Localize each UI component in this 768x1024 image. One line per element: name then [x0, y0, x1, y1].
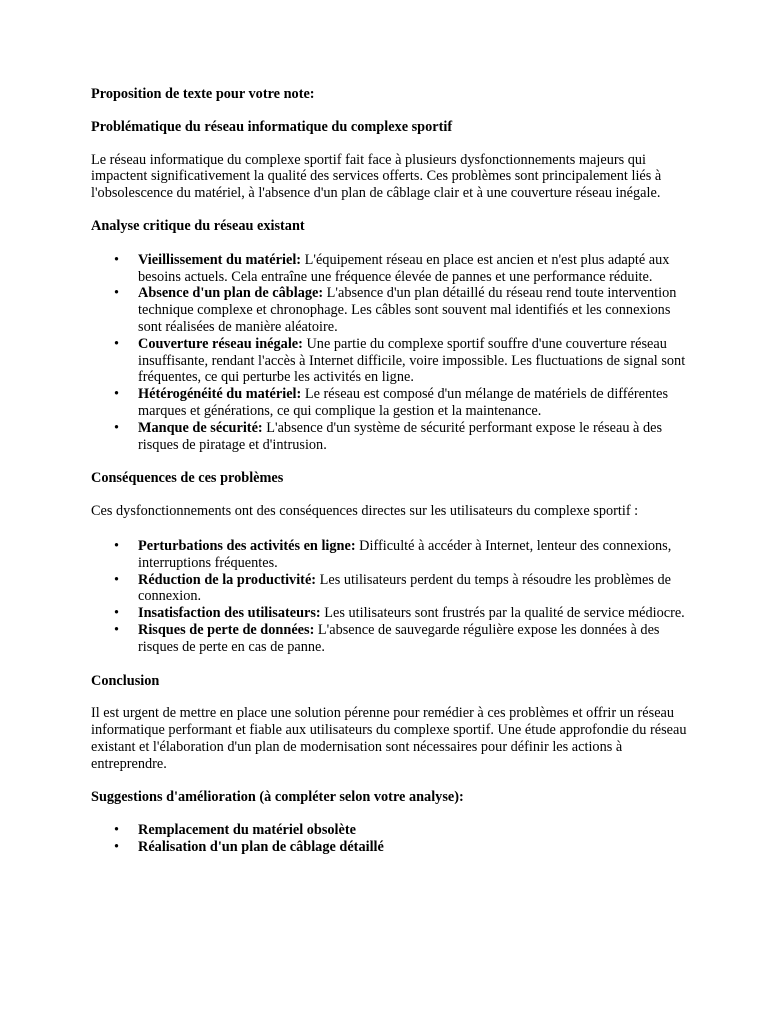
conclusion-heading: Conclusion: [91, 672, 160, 689]
suggestions-list: [91, 822, 688, 856]
list-item-text: Difficulté à accéder à Internet, lenteur des connexions, interruptions fréquentes.: [138, 537, 672, 571]
list-item-lead: Risques de perte de données:: [138, 621, 315, 638]
list-item: [91, 622, 688, 656]
list-item-text: L'absence d'un plan détaillé du réseau rend toute intervention technique complexe et chronophage. Les câbles sont souvent mal identifiés et les connexions sont réalisées de manière aléatoire.: [138, 285, 677, 335]
list-item-lead: Perturbations des activités en ligne:: [138, 537, 356, 554]
list-item-lead: Manque de sécurité:: [138, 419, 263, 436]
consequences-list: [91, 538, 688, 656]
consequences-heading: Conséquences de ces problèmes: [91, 470, 284, 487]
list-item: [91, 538, 688, 572]
list-item-text: Les utilisateurs perdent du temps à résoudre les problèmes de connexion.: [138, 571, 671, 605]
suggestions-heading: Suggestions d'amélioration (à compléter selon votre analyse):: [91, 788, 464, 805]
intro-heading: Proposition de texte pour votre note:: [91, 86, 315, 102]
list-item-text: L'absence de sauvegarde régulière expose les données à des risques de perte en cas de panne.: [138, 621, 660, 655]
list-item: [91, 420, 688, 454]
list-item: [91, 252, 688, 286]
list-item: [91, 336, 688, 386]
intro-paragraph: Le réseau informatique du complexe sportif fait face à plusieurs dysfonctionnements majeurs qui impactent significativement la qualité des services offerts. Ces problèmes sont principalement liés à l'obsolescence du matériel, à l'absence d'un plan de câblage clair et à une couverture réseau inégale.: [91, 151, 662, 202]
document-title: Problématique du réseau informatique du complexe sportif: [91, 118, 453, 135]
list-item-lead: Absence d'un plan de câblage:: [138, 285, 324, 302]
list-item-text: Les utilisateurs sont frustrés par la qualité de service médiocre.: [320, 605, 685, 622]
consequences-paragraph: Ces dysfonctionnements ont des conséquences directes sur les utilisateurs du complexe sportif :: [91, 503, 639, 520]
list-item: [91, 822, 688, 839]
list-item-text: L'équipement réseau en place est ancien et n'est plus adapté aux besoins actuels. Cela entraîne une fréquence élevée de pannes et une performance réduite.: [138, 251, 670, 285]
list-item-lead: Vieillissement du matériel:: [138, 251, 302, 268]
analysis-list: [91, 252, 688, 454]
list-item-text: Le réseau est composé d'un mélange de matériels de différentes marques et générations, ce qui complique la gestion et la maintenance.: [138, 386, 669, 419]
list-item-lead: Remplacement du matériel obsolète: [138, 822, 356, 839]
list-item-lead: Couverture réseau inégale:: [138, 335, 303, 352]
list-item-lead: Réduction de la productivité:: [138, 571, 317, 588]
list-item-lead: Hétérogénéité du matériel:: [138, 386, 302, 403]
list-item: [91, 839, 688, 856]
list-item: [91, 572, 688, 606]
analysis-heading: Analyse critique du réseau existant: [91, 217, 305, 234]
list-item: [91, 285, 688, 335]
conclusion-paragraph: Il est urgent de mettre en place une solution pérenne pour remédier à ces problèmes et offrir un réseau informatique performant et fiable aux utilisateurs du complexe sportif. Une étude approfondie du réseau existant et l'élaboration d'un plan de modernisation sont nécessaires pour définir les actions à entreprendre.: [91, 705, 687, 772]
list-item-lead: Réalisation d'un plan de câblage détaillé: [138, 839, 384, 856]
list-item-lead: Insatisfaction des utilisateurs:: [138, 605, 321, 622]
list-item-text: L'absence d'un système de sécurité performant expose le réseau à des risques de piratage et d'intrusion.: [138, 419, 663, 453]
list-item: [91, 605, 688, 622]
list-item: [91, 386, 688, 420]
list-item-text: Une partie du complexe sportif souffre d'une couverture réseau insuffisante, rendant l'accès à Internet difficile, voire impossible. Les fluctuations de signal sont fréquentes, ce qui perturbe les activités en ligne.: [138, 335, 686, 386]
